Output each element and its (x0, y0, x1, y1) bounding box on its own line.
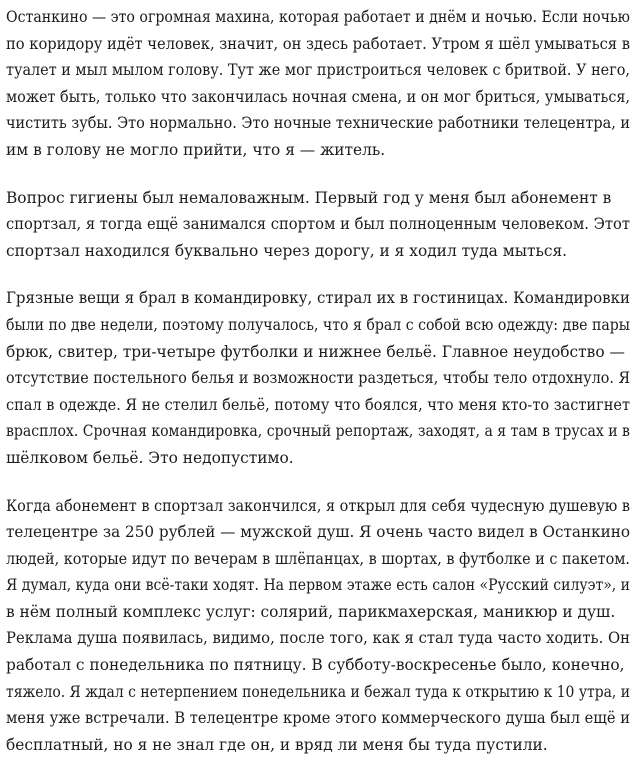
paragraph-2 (6, 185, 630, 265)
text-line: в нём полный комплекс услуг: солярий, парикмахерская, маникюр и душ. (6, 602, 616, 621)
text-line: может быть, только что закончилась ночная смена, и он мог бриться, умываться, (6, 87, 631, 106)
text-line: бесплатный, но я не знал где он, и вряд ли меня бы туда пустили. (6, 735, 548, 754)
text-line: им в голову не могло прийти, что я — житель. (6, 140, 386, 159)
article-body (6, 4, 630, 779)
paragraph-4 (6, 493, 630, 759)
text-line: Грязные вещи я брал в командировку, стирал их в гостиницах. Командировки (6, 289, 630, 308)
text-line: работал с понедельника по пятницу. В субботу-воскресенье было, конечно, (6, 656, 625, 675)
text-line: меня уже встречали. В телецентре кроме этого коммерческого душа был ещё и (6, 709, 630, 728)
text-line: врасплох. Срочная командировка, срочный репортаж, заходят, а я там в трусах и в (6, 422, 630, 441)
text-line: по коридору идёт человек, значит, он здесь работает. Утром я шёл умываться в (6, 34, 630, 53)
text-line: чистить зубы. Это нормально. Это ночные технические работники телецентра, и (6, 114, 631, 133)
text-line: брюк, свитер, три-четыре футболки и нижнее бельё. Главное неудобство — (6, 342, 625, 361)
text-line: туалет и мыл мылом голову. Тут же мог пристроиться человек с бритвой. У него, (6, 61, 631, 80)
text-line: Я думал, куда они всё-таки ходят. На первом этаже есть салон «Русский силуэт», и (6, 576, 631, 595)
text-line: были по две недели, поэтому получалось, что я брал с собой всю одежду: две пары (6, 315, 630, 334)
text-line: спортзал находился буквально через дорогу, и я ходил туда мыться. (6, 241, 568, 260)
text-line: Вопрос гигиены был немаловажным. Первый год у меня был абонемент в (6, 188, 612, 207)
text-line: людей, которые идут по вечерам в шлёпанцах, в шортах, в футболке и с пакетом. (6, 549, 631, 568)
text-line: Останкино — это огромная махина, которая работает и днём и ночью. Если ночью (6, 8, 630, 26)
paragraph-1 (6, 4, 630, 164)
text-line: отсутствие постельного белья и возможности раздеться, чтобы тело отдохнуло. Я (6, 369, 631, 388)
text-line: Когда абонемент в спортзал закончился, я открыл для себя чудесную душевую в (6, 496, 631, 515)
text-line: спортзал, я тогда ещё занимался спортом и был полноценным человеком. Этот (6, 215, 630, 234)
text-line: спал в одежде. Я не стелил бельё, потому что боялся, что меня кто-то застигнет (6, 395, 630, 414)
text-line: шёлковом бельё. Это недопустимо. (6, 448, 294, 467)
text-line: телецентре за 250 рублей — мужской душ. Я очень часто видел в Останкино (6, 523, 630, 542)
paragraph-3 (6, 285, 630, 471)
text-line: тяжело. Я ждал с нетерпением понедельника и бежал туда к открытию к 10 утра, и (6, 682, 631, 701)
text-line: Реклама душа появилась, видимо, после того, как я стал туда часто ходить. Он (6, 629, 630, 648)
